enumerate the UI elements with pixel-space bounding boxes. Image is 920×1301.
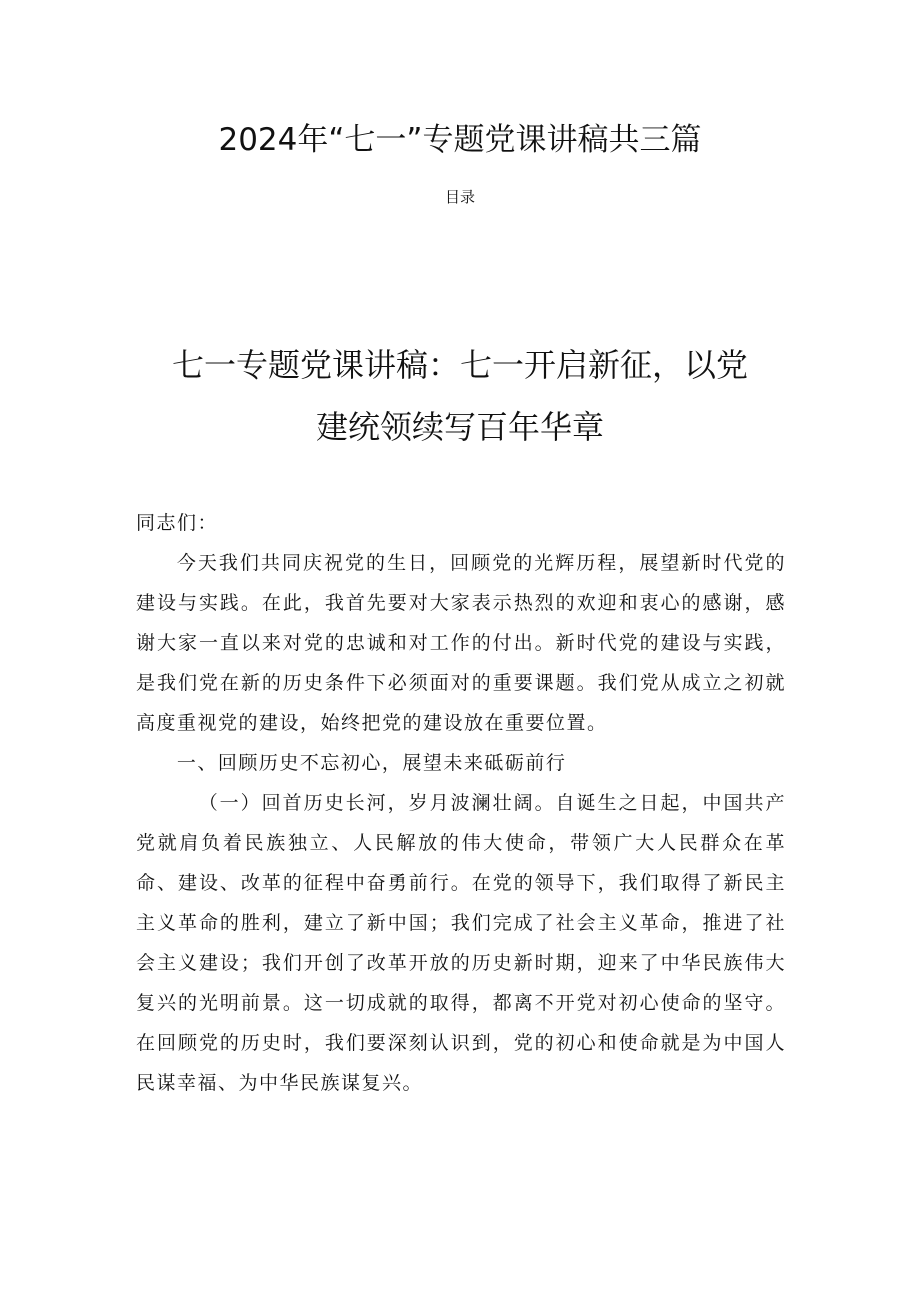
document-title: 2024年“七一”专题党课讲稿共三篇 bbox=[218, 122, 702, 158]
section-title bbox=[140, 334, 780, 458]
section-title-line-2: 建统领续写百年华章 bbox=[315, 408, 604, 446]
table-of-contents-label: 目录 bbox=[444, 188, 475, 206]
section-title-line-1: 七一专题党课讲稿：七一开启新征，以党 bbox=[171, 346, 748, 384]
paragraph-history: （一）回首历史长河，岁月波澜壮阔。自诞生之日起，中国共产党就肩负着民族独立、人民解放的伟大使命，带领广大人民群众在革命、建设、改革的征程中奋勇前行。在党的领导下，我们取得了新民主主义革命的胜利，建立了新中国；我们完成了社会主义革命，推进了社会主义建设；我们开创了改革开放的历史新时期，迎来了中华民族伟大复兴的光明前景。这一切成就的取得，都离不开党对初心使命的坚守。在回顾党的历史时，我们要深刻认识到，党的初心和使命就是为中国人民谋幸福、为中华民族谋复兴。 bbox=[136, 792, 786, 1094]
salutation: 同志们： bbox=[136, 512, 219, 534]
paragraph-intro: 今天我们共同庆祝党的生日，回顾党的光辉历程，展望新时代党的建设与实践。在此，我首先要对大家表示热烈的欢迎和衷心的感谢，感谢大家一直以来对党的忠诚和对工作的付出。新时代党的建设与实践，是我们党在新的历史条件下必须面对的重要课题。我们党从成立之初就高度重视党的建设，始终把党的建设放在重要位置。 bbox=[136, 552, 786, 734]
heading-part-one: 一、回顾历史不忘初心，展望未来砥砺前行 bbox=[176, 752, 567, 774]
body-text bbox=[136, 503, 786, 1103]
